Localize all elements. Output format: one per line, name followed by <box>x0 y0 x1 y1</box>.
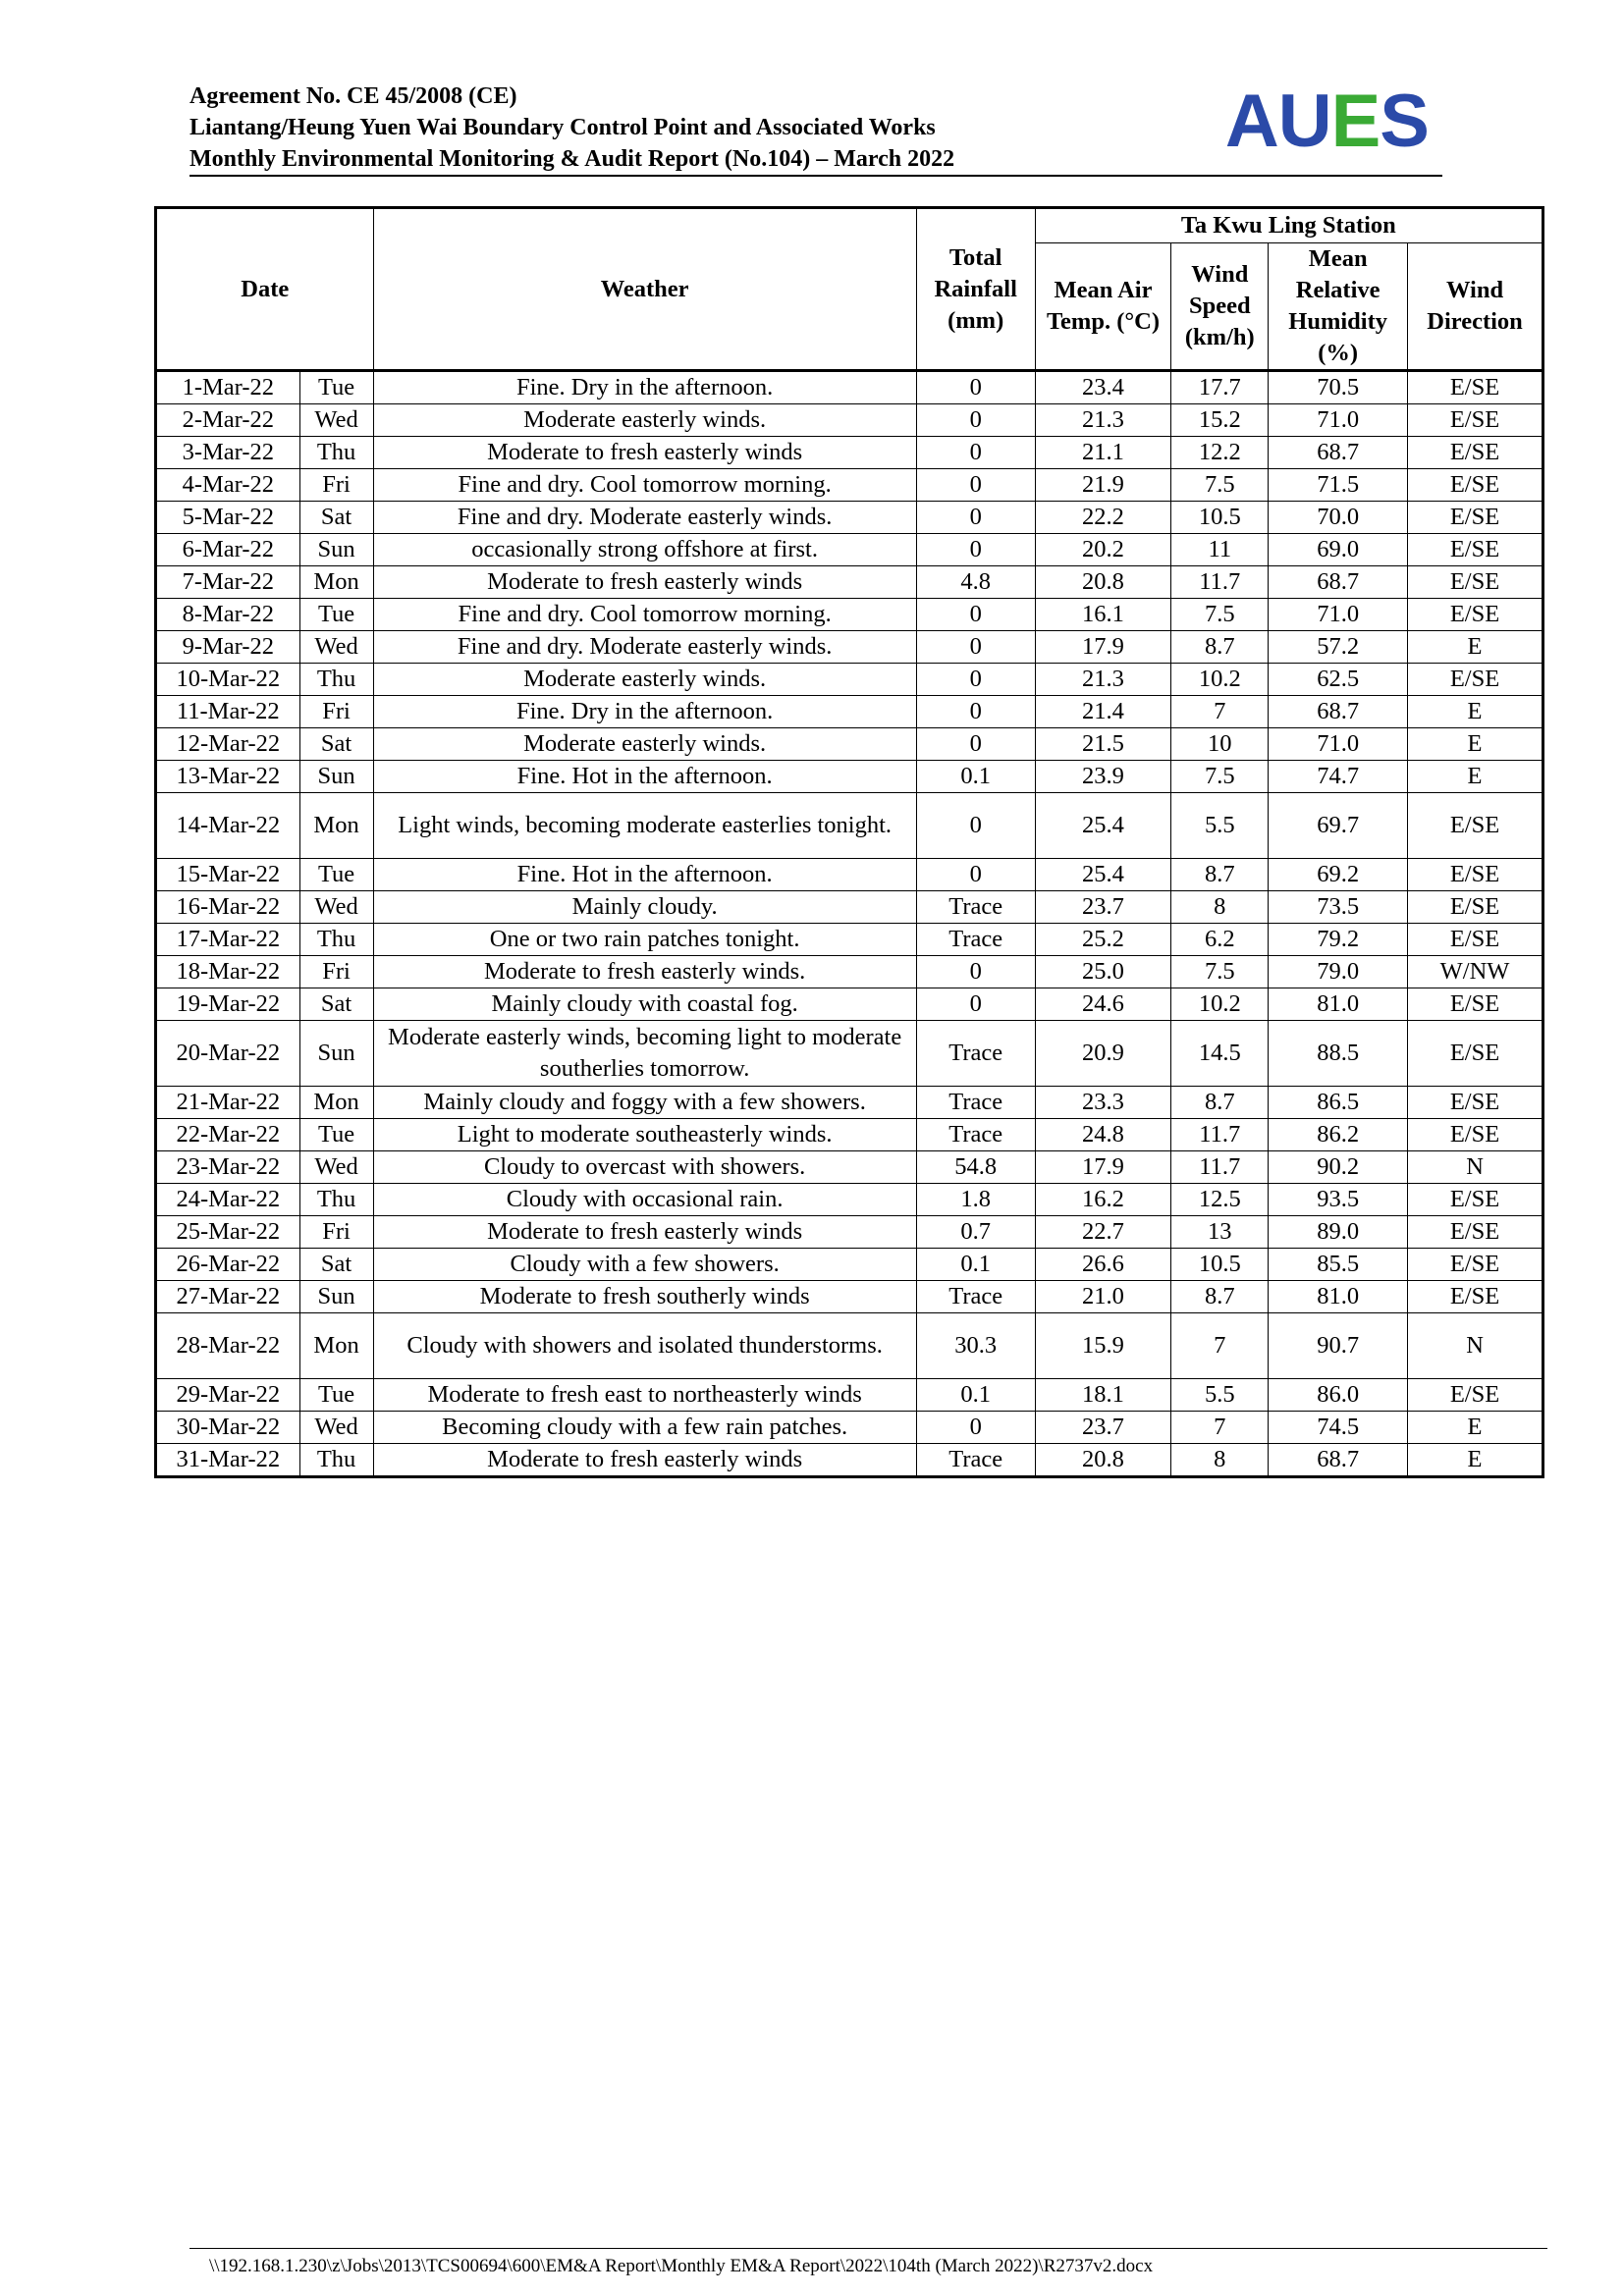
cell-weather: Fine and dry. Cool tomorrow morning. <box>373 599 916 631</box>
cell-date: 9-Mar-22 <box>156 631 300 664</box>
cell-weather: Moderate to fresh easterly winds <box>373 1444 916 1477</box>
cell-rainfall: 0 <box>916 534 1035 566</box>
cell-rainfall: Trace <box>916 891 1035 924</box>
cell-wind-speed: 6.2 <box>1171 924 1269 956</box>
cell-humidity: 74.5 <box>1269 1412 1408 1444</box>
report-line: Monthly Environmental Monitoring & Audit Report (No.104) – March 2022 <box>189 146 955 172</box>
cell-weather: occasionally strong offshore at first. <box>373 534 916 566</box>
cell-temp: 22.2 <box>1035 502 1171 534</box>
cell-date: 17-Mar-22 <box>156 924 300 956</box>
cell-weather: One or two rain patches tonight. <box>373 924 916 956</box>
table-row <box>156 1281 1543 1313</box>
cell-wind-direction: N <box>1408 1151 1543 1184</box>
cell-weather: Moderate to fresh easterly winds <box>373 1216 916 1249</box>
table-body <box>156 371 1543 1477</box>
cell-rainfall: 0 <box>916 956 1035 988</box>
cell-temp: 20.8 <box>1035 566 1171 599</box>
cell-wind-direction: E/SE <box>1408 988 1543 1021</box>
cell-date: 24-Mar-22 <box>156 1184 300 1216</box>
cell-rainfall: 0.1 <box>916 1379 1035 1412</box>
cell-day: Thu <box>299 1444 373 1477</box>
cell-day: Sat <box>299 728 373 761</box>
table-row <box>156 1184 1543 1216</box>
cell-wind-direction: E/SE <box>1408 1281 1543 1313</box>
cell-day: Sat <box>299 988 373 1021</box>
cell-date: 20-Mar-22 <box>156 1021 300 1087</box>
table-row <box>156 1412 1543 1444</box>
cell-temp: 20.2 <box>1035 534 1171 566</box>
cell-wind-direction: E/SE <box>1408 502 1543 534</box>
cell-wind-speed: 11 <box>1171 534 1269 566</box>
cell-date: 1-Mar-22 <box>156 371 300 404</box>
cell-temp: 16.1 <box>1035 599 1171 631</box>
cell-humidity: 69.0 <box>1269 534 1408 566</box>
cell-weather: Fine. Dry in the afternoon. <box>373 371 916 404</box>
cell-weather: Becoming cloudy with a few rain patches. <box>373 1412 916 1444</box>
table-row <box>156 859 1543 891</box>
cell-wind-speed: 15.2 <box>1171 404 1269 437</box>
cell-temp: 21.9 <box>1035 469 1171 502</box>
cell-temp: 17.9 <box>1035 631 1171 664</box>
cell-day: Sun <box>299 1021 373 1087</box>
header-wind-direction: Wind Direction <box>1408 243 1543 371</box>
header-station: Ta Kwu Ling Station <box>1035 208 1543 243</box>
header-humidity: Mean Relative Humidity (%) <box>1269 243 1408 371</box>
cell-rainfall: 0 <box>916 793 1035 859</box>
cell-wind-direction: E <box>1408 631 1543 664</box>
cell-wind-speed: 7 <box>1171 696 1269 728</box>
cell-wind-speed: 7 <box>1171 1412 1269 1444</box>
cell-rainfall: 0 <box>916 371 1035 404</box>
cell-humidity: 89.0 <box>1269 1216 1408 1249</box>
cell-wind-direction: E/SE <box>1408 1021 1543 1087</box>
cell-day: Mon <box>299 1087 373 1119</box>
cell-day: Wed <box>299 1151 373 1184</box>
cell-rainfall: 0 <box>916 1412 1035 1444</box>
cell-date: 29-Mar-22 <box>156 1379 300 1412</box>
cell-wind-direction: E/SE <box>1408 793 1543 859</box>
cell-day: Sat <box>299 1249 373 1281</box>
cell-humidity: 86.2 <box>1269 1119 1408 1151</box>
cell-wind-direction: E <box>1408 1444 1543 1477</box>
aues-logo: AUES <box>1224 80 1429 163</box>
cell-rainfall: Trace <box>916 1021 1035 1087</box>
cell-temp: 24.6 <box>1035 988 1171 1021</box>
cell-wind-direction: E/SE <box>1408 1379 1543 1412</box>
cell-humidity: 90.2 <box>1269 1151 1408 1184</box>
cell-rainfall: 0.1 <box>916 1249 1035 1281</box>
cell-rainfall: Trace <box>916 1119 1035 1151</box>
cell-wind-direction: E <box>1408 761 1543 793</box>
cell-wind-speed: 5.5 <box>1171 793 1269 859</box>
table-row <box>156 891 1543 924</box>
cell-date: 7-Mar-22 <box>156 566 300 599</box>
cell-date: 10-Mar-22 <box>156 664 300 696</box>
cell-humidity: 79.0 <box>1269 956 1408 988</box>
cell-weather: Moderate to fresh southerly winds <box>373 1281 916 1313</box>
cell-date: 18-Mar-22 <box>156 956 300 988</box>
cell-date: 5-Mar-22 <box>156 502 300 534</box>
cell-weather: Moderate easterly winds. <box>373 404 916 437</box>
cell-wind-direction: E/SE <box>1408 1184 1543 1216</box>
weather-table <box>154 206 1544 1478</box>
cell-rainfall: 0 <box>916 696 1035 728</box>
cell-wind-direction: E/SE <box>1408 1119 1543 1151</box>
table-row <box>156 696 1543 728</box>
cell-wind-direction: E/SE <box>1408 859 1543 891</box>
cell-wind-direction: E/SE <box>1408 1087 1543 1119</box>
cell-weather: Light to moderate southeasterly winds. <box>373 1119 916 1151</box>
table-row <box>156 924 1543 956</box>
cell-humidity: 71.0 <box>1269 728 1408 761</box>
header-wind-speed: Wind Speed (km/h) <box>1171 243 1269 371</box>
cell-day: Fri <box>299 1216 373 1249</box>
cell-wind-direction: E/SE <box>1408 437 1543 469</box>
cell-weather: Cloudy to overcast with showers. <box>373 1151 916 1184</box>
cell-temp: 20.9 <box>1035 1021 1171 1087</box>
cell-rainfall: Trace <box>916 924 1035 956</box>
table-row <box>156 1119 1543 1151</box>
cell-wind-direction: E/SE <box>1408 1249 1543 1281</box>
cell-wind-direction: E <box>1408 696 1543 728</box>
cell-temp: 23.3 <box>1035 1087 1171 1119</box>
cell-temp: 16.2 <box>1035 1184 1171 1216</box>
cell-humidity: 69.2 <box>1269 859 1408 891</box>
table-row <box>156 1313 1543 1379</box>
table-row <box>156 988 1543 1021</box>
cell-temp: 25.4 <box>1035 859 1171 891</box>
cell-day: Wed <box>299 1412 373 1444</box>
cell-wind-direction: E/SE <box>1408 1216 1543 1249</box>
cell-date: 4-Mar-22 <box>156 469 300 502</box>
cell-humidity: 85.5 <box>1269 1249 1408 1281</box>
cell-humidity: 68.7 <box>1269 1444 1408 1477</box>
cell-wind-speed: 5.5 <box>1171 1379 1269 1412</box>
cell-date: 22-Mar-22 <box>156 1119 300 1151</box>
cell-day: Wed <box>299 404 373 437</box>
cell-temp: 23.7 <box>1035 891 1171 924</box>
footer-divider <box>189 2248 1547 2249</box>
cell-wind-speed: 7.5 <box>1171 956 1269 988</box>
cell-temp: 23.7 <box>1035 1412 1171 1444</box>
cell-wind-speed: 7.5 <box>1171 469 1269 502</box>
cell-wind-speed: 7.5 <box>1171 761 1269 793</box>
cell-temp: 20.8 <box>1035 1444 1171 1477</box>
cell-date: 27-Mar-22 <box>156 1281 300 1313</box>
cell-weather: Moderate to fresh easterly winds. <box>373 956 916 988</box>
cell-wind-speed: 12.5 <box>1171 1184 1269 1216</box>
cell-rainfall: Trace <box>916 1444 1035 1477</box>
cell-temp: 21.5 <box>1035 728 1171 761</box>
cell-date: 15-Mar-22 <box>156 859 300 891</box>
cell-temp: 22.7 <box>1035 1216 1171 1249</box>
cell-wind-speed: 10.2 <box>1171 988 1269 1021</box>
cell-wind-speed: 10.5 <box>1171 502 1269 534</box>
cell-date: 30-Mar-22 <box>156 1412 300 1444</box>
cell-temp: 24.8 <box>1035 1119 1171 1151</box>
cell-humidity: 73.5 <box>1269 891 1408 924</box>
table-row <box>156 956 1543 988</box>
cell-wind-direction: E <box>1408 728 1543 761</box>
file-path-footer: \\192.168.1.230\z\Jobs\2013\TCS00694\600\EM&A Report\Monthly EM&A Report\2022\104th (March 2022)\R2737v2.docx <box>209 2256 1154 2276</box>
cell-humidity: 69.7 <box>1269 793 1408 859</box>
cell-wind-speed: 10.2 <box>1171 664 1269 696</box>
cell-date: 11-Mar-22 <box>156 696 300 728</box>
cell-humidity: 70.5 <box>1269 371 1408 404</box>
cell-wind-direction: E/SE <box>1408 534 1543 566</box>
cell-weather: Moderate easterly winds. <box>373 728 916 761</box>
page-header <box>189 80 1442 175</box>
cell-date: 13-Mar-22 <box>156 761 300 793</box>
cell-rainfall: 1.8 <box>916 1184 1035 1216</box>
cell-day: Wed <box>299 891 373 924</box>
cell-wind-speed: 8.7 <box>1171 631 1269 664</box>
cell-rainfall: 0 <box>916 728 1035 761</box>
cell-wind-speed: 17.7 <box>1171 371 1269 404</box>
table-row <box>156 599 1543 631</box>
table-row <box>156 1151 1543 1184</box>
cell-wind-speed: 10.5 <box>1171 1249 1269 1281</box>
cell-rainfall: 0 <box>916 988 1035 1021</box>
cell-date: 28-Mar-22 <box>156 1313 300 1379</box>
cell-date: 3-Mar-22 <box>156 437 300 469</box>
cell-humidity: 68.7 <box>1269 696 1408 728</box>
header-row-1 <box>156 208 1543 243</box>
cell-humidity: 68.7 <box>1269 437 1408 469</box>
cell-weather: Cloudy with showers and isolated thunderstorms. <box>373 1313 916 1379</box>
cell-wind-direction: E/SE <box>1408 924 1543 956</box>
cell-day: Thu <box>299 1184 373 1216</box>
cell-wind-speed: 8 <box>1171 1444 1269 1477</box>
cell-day: Mon <box>299 566 373 599</box>
cell-temp: 26.6 <box>1035 1249 1171 1281</box>
cell-weather: Mainly cloudy with coastal fog. <box>373 988 916 1021</box>
cell-temp: 25.0 <box>1035 956 1171 988</box>
table-row <box>156 437 1543 469</box>
cell-rainfall: 0 <box>916 599 1035 631</box>
cell-day: Sun <box>299 761 373 793</box>
cell-weather: Mainly cloudy. <box>373 891 916 924</box>
cell-date: 6-Mar-22 <box>156 534 300 566</box>
cell-date: 16-Mar-22 <box>156 891 300 924</box>
cell-date: 12-Mar-22 <box>156 728 300 761</box>
cell-day: Thu <box>299 924 373 956</box>
cell-temp: 21.4 <box>1035 696 1171 728</box>
cell-weather: Fine and dry. Cool tomorrow morning. <box>373 469 916 502</box>
cell-rainfall: 0.1 <box>916 761 1035 793</box>
cell-rainfall: 54.8 <box>916 1151 1035 1184</box>
project-line: Liantang/Heung Yuen Wai Boundary Control Point and Associated Works <box>189 115 936 140</box>
cell-weather: Cloudy with a few showers. <box>373 1249 916 1281</box>
table-row <box>156 1444 1543 1477</box>
cell-temp: 23.9 <box>1035 761 1171 793</box>
cell-weather: Moderate to fresh easterly winds <box>373 437 916 469</box>
cell-rainfall: 0 <box>916 469 1035 502</box>
cell-rainfall: 30.3 <box>916 1313 1035 1379</box>
table-row <box>156 1249 1543 1281</box>
header-rainfall: Total Rainfall (mm) <box>916 208 1035 371</box>
header-temp: Mean Air Temp. (°C) <box>1035 243 1171 371</box>
table-header <box>156 208 1543 371</box>
cell-wind-direction: E/SE <box>1408 566 1543 599</box>
cell-day: Thu <box>299 664 373 696</box>
cell-day: Fri <box>299 956 373 988</box>
cell-temp: 21.3 <box>1035 404 1171 437</box>
cell-wind-direction: E/SE <box>1408 891 1543 924</box>
cell-humidity: 90.7 <box>1269 1313 1408 1379</box>
cell-rainfall: 0 <box>916 437 1035 469</box>
cell-rainfall: 0 <box>916 631 1035 664</box>
cell-wind-speed: 11.7 <box>1171 1151 1269 1184</box>
cell-temp: 25.2 <box>1035 924 1171 956</box>
cell-humidity: 93.5 <box>1269 1184 1408 1216</box>
table-row <box>156 728 1543 761</box>
cell-wind-speed: 8 <box>1171 891 1269 924</box>
cell-wind-direction: E/SE <box>1408 404 1543 437</box>
cell-weather: Light winds, becoming moderate easterlies tonight. <box>373 793 916 859</box>
table-row <box>156 631 1543 664</box>
cell-wind-speed: 7 <box>1171 1313 1269 1379</box>
cell-temp: 18.1 <box>1035 1379 1171 1412</box>
agreement-line: Agreement No. CE 45/2008 (CE) <box>189 83 517 109</box>
cell-wind-speed: 11.7 <box>1171 1119 1269 1151</box>
cell-date: 21-Mar-22 <box>156 1087 300 1119</box>
cell-weather: Fine and dry. Moderate easterly winds. <box>373 502 916 534</box>
cell-date: 19-Mar-22 <box>156 988 300 1021</box>
cell-humidity: 71.5 <box>1269 469 1408 502</box>
cell-wind-speed: 8.7 <box>1171 1087 1269 1119</box>
cell-humidity: 86.5 <box>1269 1087 1408 1119</box>
cell-rainfall: 0 <box>916 859 1035 891</box>
cell-wind-speed: 13 <box>1171 1216 1269 1249</box>
cell-rainfall: 4.8 <box>916 566 1035 599</box>
cell-day: Fri <box>299 469 373 502</box>
table-row <box>156 534 1543 566</box>
cell-weather: Fine. Hot in the afternoon. <box>373 761 916 793</box>
cell-day: Thu <box>299 437 373 469</box>
cell-wind-speed: 7.5 <box>1171 599 1269 631</box>
cell-humidity: 88.5 <box>1269 1021 1408 1087</box>
header-divider <box>189 175 1442 177</box>
cell-temp: 25.4 <box>1035 793 1171 859</box>
cell-day: Tue <box>299 371 373 404</box>
cell-day: Sat <box>299 502 373 534</box>
cell-weather: Moderate easterly winds. <box>373 664 916 696</box>
cell-humidity: 68.7 <box>1269 566 1408 599</box>
cell-day: Fri <box>299 696 373 728</box>
table-row <box>156 404 1543 437</box>
table-row <box>156 1087 1543 1119</box>
cell-day: Wed <box>299 631 373 664</box>
cell-wind-speed: 12.2 <box>1171 437 1269 469</box>
cell-rainfall: 0 <box>916 664 1035 696</box>
table-row <box>156 664 1543 696</box>
cell-wind-direction: E/SE <box>1408 371 1543 404</box>
cell-weather: Fine and dry. Moderate easterly winds. <box>373 631 916 664</box>
cell-weather: Mainly cloudy and foggy with a few showers. <box>373 1087 916 1119</box>
cell-humidity: 71.0 <box>1269 404 1408 437</box>
cell-weather: Moderate to fresh easterly winds <box>373 566 916 599</box>
cell-weather: Cloudy with occasional rain. <box>373 1184 916 1216</box>
table-row <box>156 793 1543 859</box>
table-row <box>156 1379 1543 1412</box>
cell-date: 26-Mar-22 <box>156 1249 300 1281</box>
cell-temp: 21.1 <box>1035 437 1171 469</box>
cell-day: Tue <box>299 859 373 891</box>
cell-wind-speed: 14.5 <box>1171 1021 1269 1087</box>
cell-wind-direction: E/SE <box>1408 599 1543 631</box>
cell-wind-direction: E/SE <box>1408 469 1543 502</box>
cell-date: 14-Mar-22 <box>156 793 300 859</box>
cell-date: 25-Mar-22 <box>156 1216 300 1249</box>
cell-rainfall: 0 <box>916 502 1035 534</box>
cell-wind-direction: W/NW <box>1408 956 1543 988</box>
cell-humidity: 70.0 <box>1269 502 1408 534</box>
cell-day: Tue <box>299 599 373 631</box>
cell-humidity: 81.0 <box>1269 988 1408 1021</box>
cell-rainfall: Trace <box>916 1281 1035 1313</box>
cell-weather: Moderate easterly winds, becoming light to moderate southerlies tomorrow. <box>373 1021 916 1087</box>
cell-temp: 17.9 <box>1035 1151 1171 1184</box>
cell-temp: 15.9 <box>1035 1313 1171 1379</box>
cell-weather: Fine. Hot in the afternoon. <box>373 859 916 891</box>
table-row <box>156 761 1543 793</box>
table-row <box>156 566 1543 599</box>
cell-temp: 21.3 <box>1035 664 1171 696</box>
cell-day: Mon <box>299 1313 373 1379</box>
cell-wind-speed: 8.7 <box>1171 1281 1269 1313</box>
cell-temp: 23.4 <box>1035 371 1171 404</box>
cell-date: 23-Mar-22 <box>156 1151 300 1184</box>
header-date: Date <box>156 208 374 371</box>
cell-rainfall: 0.7 <box>916 1216 1035 1249</box>
cell-humidity: 71.0 <box>1269 599 1408 631</box>
cell-day: Tue <box>299 1119 373 1151</box>
cell-rainfall: 0 <box>916 404 1035 437</box>
cell-humidity: 81.0 <box>1269 1281 1408 1313</box>
table-row <box>156 1216 1543 1249</box>
cell-wind-speed: 8.7 <box>1171 859 1269 891</box>
cell-wind-direction: E/SE <box>1408 664 1543 696</box>
cell-humidity: 62.5 <box>1269 664 1408 696</box>
cell-day: Sun <box>299 1281 373 1313</box>
table-row <box>156 469 1543 502</box>
cell-day: Mon <box>299 793 373 859</box>
cell-wind-speed: 11.7 <box>1171 566 1269 599</box>
cell-humidity: 57.2 <box>1269 631 1408 664</box>
cell-humidity: 86.0 <box>1269 1379 1408 1412</box>
cell-temp: 21.0 <box>1035 1281 1171 1313</box>
cell-date: 2-Mar-22 <box>156 404 300 437</box>
cell-humidity: 79.2 <box>1269 924 1408 956</box>
table-row <box>156 502 1543 534</box>
cell-day: Sun <box>299 534 373 566</box>
cell-humidity: 74.7 <box>1269 761 1408 793</box>
cell-wind-direction: N <box>1408 1313 1543 1379</box>
cell-rainfall: Trace <box>916 1087 1035 1119</box>
cell-date: 8-Mar-22 <box>156 599 300 631</box>
table-row <box>156 371 1543 404</box>
cell-wind-speed: 10 <box>1171 728 1269 761</box>
cell-day: Tue <box>299 1379 373 1412</box>
cell-date: 31-Mar-22 <box>156 1444 300 1477</box>
cell-weather: Fine. Dry in the afternoon. <box>373 696 916 728</box>
header-weather: Weather <box>373 208 916 371</box>
cell-weather: Moderate to fresh east to northeasterly winds <box>373 1379 916 1412</box>
cell-wind-direction: E <box>1408 1412 1543 1444</box>
table-row <box>156 1021 1543 1087</box>
